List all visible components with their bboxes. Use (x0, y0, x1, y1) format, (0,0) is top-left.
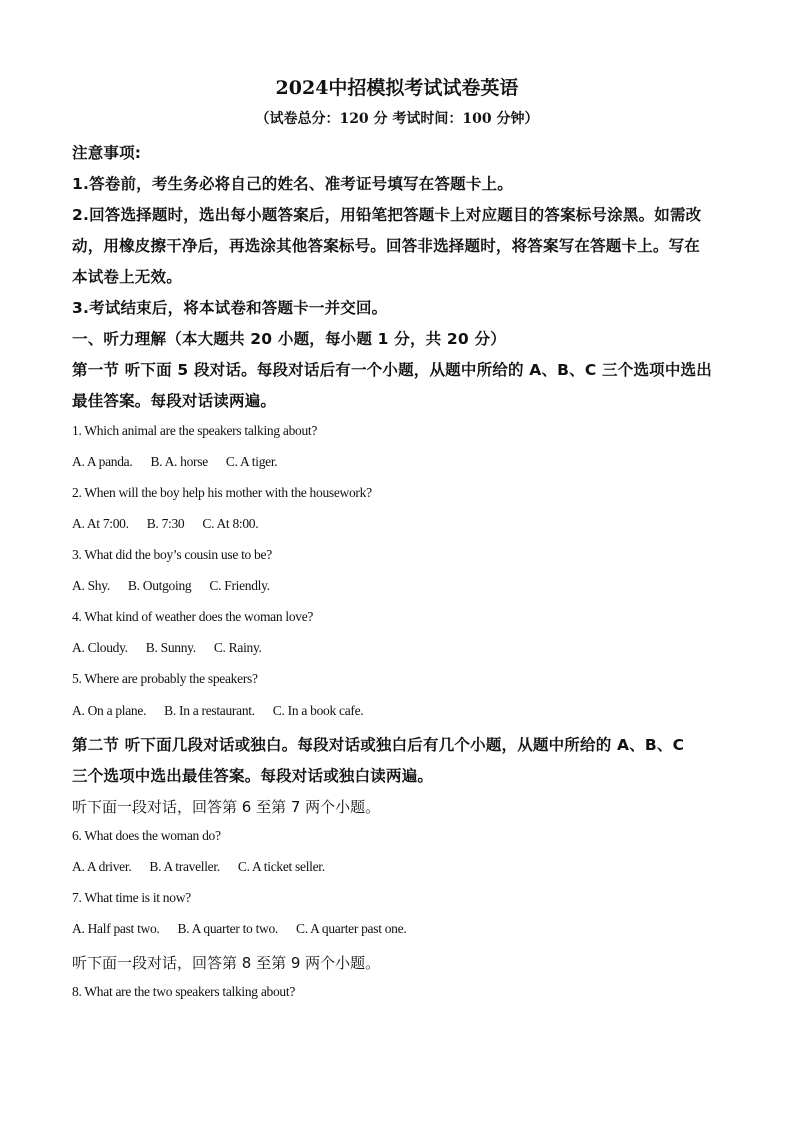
group-2-intro: 听下面一段对话，回答第 8 至第 9 两个小题。 (72, 954, 381, 972)
option-b: B. A traveller. (149, 859, 220, 874)
question-4: 4. What kind of weather does the woman love? (72, 609, 314, 624)
part-2-instructions-line-2: 三个选项中选出最佳答案。每段对话或独白读两遍。 (72, 767, 434, 785)
option-b: B. In a restaurant. (164, 703, 255, 718)
question-7: 7. What time is it now? (72, 890, 191, 905)
option-c: C. At 8:00. (202, 516, 259, 531)
option-b: B. A quarter to two. (177, 921, 279, 936)
question-1: 1. Which animal are the speakers talking about? (72, 423, 318, 438)
option-b: B. Sunny. (145, 640, 196, 655)
option-c: C. Rainy. (213, 640, 262, 655)
question-7-options (72, 921, 406, 937)
exam-subtitle: （试卷总分：120 分 考试时间：100 分钟） (255, 111, 539, 127)
option-b: B. 7:30 (146, 516, 185, 531)
option-a: A. Cloudy. (72, 640, 128, 655)
option-a: A. On a plane. (72, 703, 147, 718)
option-c: C. Friendly. (209, 578, 270, 593)
part-1-instructions-line-1: 第一节 听下面 5 段对话。每段对话后有一个小题，从题中所给的 A、B、C 三个选项中选出 (72, 361, 712, 379)
notice-heading: 注意事项: (72, 144, 142, 162)
option-c: C. In a book cafe. (272, 703, 364, 718)
section-1-heading: 一、听力理解（本大题共 20 小题，每小题 1 分，共 20 分） (72, 330, 506, 348)
part-2-instructions-line-1: 第二节 听下面几段对话或独白。每段对话或独白后有几个小题，从题中所给的 A、B、C (72, 736, 685, 754)
option-a: A. Half past two. (72, 921, 160, 936)
option-a: A. A panda. (72, 454, 133, 469)
option-c: C. A quarter past one. (296, 921, 407, 936)
question-2-options (72, 516, 258, 532)
question-4-options (72, 640, 262, 656)
notice-item-2-line-2: 动，用橡皮擦干净后，再选涂其他答案标号。回答非选择题时，将答案写在答题卡上。写在 (72, 237, 701, 255)
question-5: 5. Where are probably the speakers? (72, 671, 258, 686)
notice-item-2-line-1: 2.回答选择题时，选出每小题答案后，用铅笔把答题卡上对应题目的答案标号涂黑。如需改 (72, 206, 702, 224)
question-8: 8. What are the two speakers talking about? (72, 984, 296, 999)
option-b: B. A. horse (150, 454, 208, 469)
question-1-options (72, 454, 277, 470)
option-b: B. Outgoing (127, 578, 192, 593)
option-a: A. At 7:00. (72, 516, 129, 531)
notice-item-1: 1.答卷前，考生务必将自己的姓名、准考证号填写在答题卡上。 (72, 175, 513, 193)
question-3-options (72, 578, 270, 594)
notice-item-2-line-3: 本试卷上无效。 (72, 268, 182, 286)
option-c: C. A ticket seller. (237, 859, 325, 874)
exam-title: 2024中招模拟考试试卷英语 (275, 77, 519, 99)
group-1-intro: 听下面一段对话，回答第 6 至第 7 两个小题。 (72, 798, 381, 816)
question-5-options (72, 703, 363, 719)
question-6-options (72, 859, 325, 875)
notice-item-3: 3.考试结束后，将本试卷和答题卡一并交回。 (72, 299, 388, 317)
option-c: C. A tiger. (225, 454, 278, 469)
part-1-instructions-line-2: 最佳答案。每段对话读两遍。 (72, 392, 277, 410)
option-a: A. Shy. (72, 578, 110, 593)
question-3: 3. What did the boy’s cousin use to be? (72, 547, 272, 562)
question-6: 6. What does the woman do? (72, 828, 221, 843)
option-a: A. A driver. (72, 859, 132, 874)
question-2: 2. When will the boy help his mother with the housework? (72, 485, 372, 500)
